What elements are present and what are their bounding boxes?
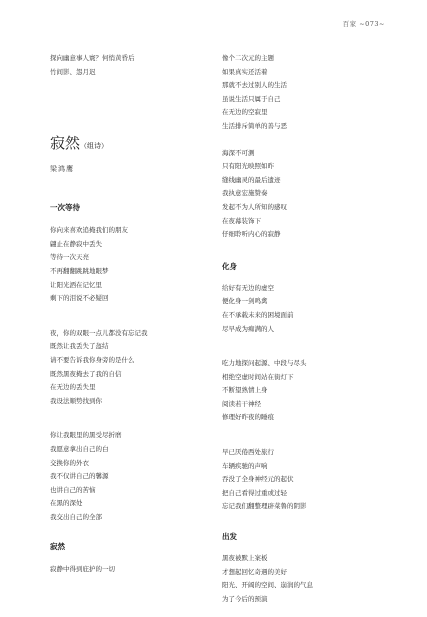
- poem-line: 我执意宏施赞奏: [222, 189, 268, 198]
- stanza: [50, 563, 210, 577]
- stanza: [50, 327, 210, 409]
- poem-line: 那就不去过别人的生活: [222, 81, 287, 90]
- poem-line: 既然黑夜掩去了我的自信: [50, 369, 122, 378]
- poem-line: 黑夜被默上案板: [222, 554, 268, 563]
- poem-title: [50, 134, 210, 155]
- stanza: [222, 552, 382, 606]
- poem-line: 如果真实还活着: [222, 67, 268, 76]
- section-title: 一次等待: [50, 203, 80, 213]
- poem-line: 缝线幽灵的最后遗迹: [222, 175, 281, 184]
- poem-line: 尽早成为痴满的人: [222, 324, 274, 333]
- poem-line: 夜，你的双眼一点儿都没有忘记我: [50, 328, 148, 337]
- poem-line: 便化身一剑鸣禽: [222, 297, 268, 306]
- poem-line: 交换你的外衣: [50, 458, 89, 467]
- poem-line: 不再翻翻跳跳地眼梦: [50, 266, 109, 275]
- poem-line: 吃力地探问起源、中段与尽头: [222, 359, 307, 368]
- poem-title-subtitle: （组诗）: [80, 142, 109, 151]
- poem-line: 探向幽意事人寰？何悄黄昏后: [50, 54, 135, 62]
- poem-line: 海深不可测: [222, 148, 255, 157]
- section-title: 出发: [222, 532, 237, 542]
- poem-line: 剩下的泪说不必疑回: [50, 294, 109, 303]
- poem-line: 在无边的丢失里: [50, 383, 96, 392]
- stanza: [222, 282, 382, 336]
- right-column: [222, 52, 382, 617]
- stanza: [50, 429, 210, 524]
- poem-line: 给好有无边的虚空: [222, 283, 274, 292]
- poem-line: 我不仅讲自己的馨源: [50, 472, 109, 481]
- poem-line: 仔细聆听内心的寂静: [222, 230, 281, 239]
- poem-line: 在无边的空寂里: [222, 108, 268, 117]
- poem-title-main: 寂然: [50, 134, 81, 153]
- poem-line: 只有阳光映照如昨: [222, 162, 274, 171]
- stanza: [222, 52, 382, 134]
- poem-line: 在黑的深处: [50, 499, 83, 508]
- poem-line: 在夜幕装饰下: [222, 216, 261, 225]
- poem-line: 才想起回忆奇遇的美好: [222, 567, 287, 576]
- poem-line: 车辆疾驰的声响: [222, 461, 268, 470]
- poem-line: 寂静中得到庇护的一切: [50, 565, 115, 574]
- poem-line: 在不承载未来的困境面前: [222, 310, 294, 319]
- poem-line: 吞没了全身神经元的起伏: [222, 475, 294, 484]
- poem-line: 为了今后的预演: [222, 594, 268, 603]
- stanza: [50, 224, 210, 306]
- poem-line: 虽说生活只属于自己: [222, 94, 281, 103]
- poem-line: 生活排斥简单的善与恶: [222, 121, 287, 130]
- poem-line: 修理好昨夜的睡痕: [222, 413, 274, 422]
- poem-line: 忘记我们翻整理辟菜鲁的阴影: [222, 502, 307, 511]
- stanza: [222, 357, 382, 425]
- poem-line: 我交出自己的全部: [50, 512, 102, 521]
- poem-line: 也讲自己的苦恼: [50, 485, 96, 494]
- stanza: [222, 147, 382, 242]
- poem-line: 早已厌倦西处旅行: [222, 448, 274, 457]
- poem-line: 我设法顺势找到你: [50, 396, 102, 405]
- poem-line: 等待一次天亮: [50, 253, 89, 262]
- poem-line: 既然让我丢失了盔结: [50, 342, 109, 351]
- poem-line: 像个二次元的主题: [222, 54, 274, 62]
- poem-line: 翩止在静寂中丢失: [50, 239, 102, 248]
- poem-line: 我愿意拿出自己的白: [50, 444, 109, 453]
- poem-line: 让阳光洒在记忆里: [50, 280, 102, 289]
- poem-line: 阅读若干神经: [222, 399, 261, 408]
- poem-line: 把自己看得过重或过轻: [222, 488, 287, 497]
- poem-line: 发起不为人所知的感叹: [222, 202, 287, 211]
- poem-line: 竹间影、怨月迟: [50, 67, 96, 76]
- poem-line: 你让我眼里的黑受尽折磨: [50, 431, 122, 440]
- intro-stanza: [50, 52, 210, 79]
- poem-line: 不断望熟情上身: [222, 386, 268, 395]
- section-title: 化身: [222, 261, 237, 271]
- poem-author: 梁鸿鹰: [50, 165, 74, 174]
- poem-line: 你向来喜欢追掩我们的朋友: [50, 226, 128, 235]
- poem-line: 相绝空虚时间站在街灯下: [222, 372, 294, 381]
- section-title: 寂然: [50, 542, 65, 552]
- stanza: [222, 446, 382, 514]
- poem-line: 阳光、开阔的空间、崩润的气息: [222, 581, 313, 590]
- poem-line: 请不要告诉我你身旁的是什么: [50, 355, 135, 364]
- page-header: 百家 ~073~: [342, 20, 385, 28]
- left-column: [50, 52, 210, 588]
